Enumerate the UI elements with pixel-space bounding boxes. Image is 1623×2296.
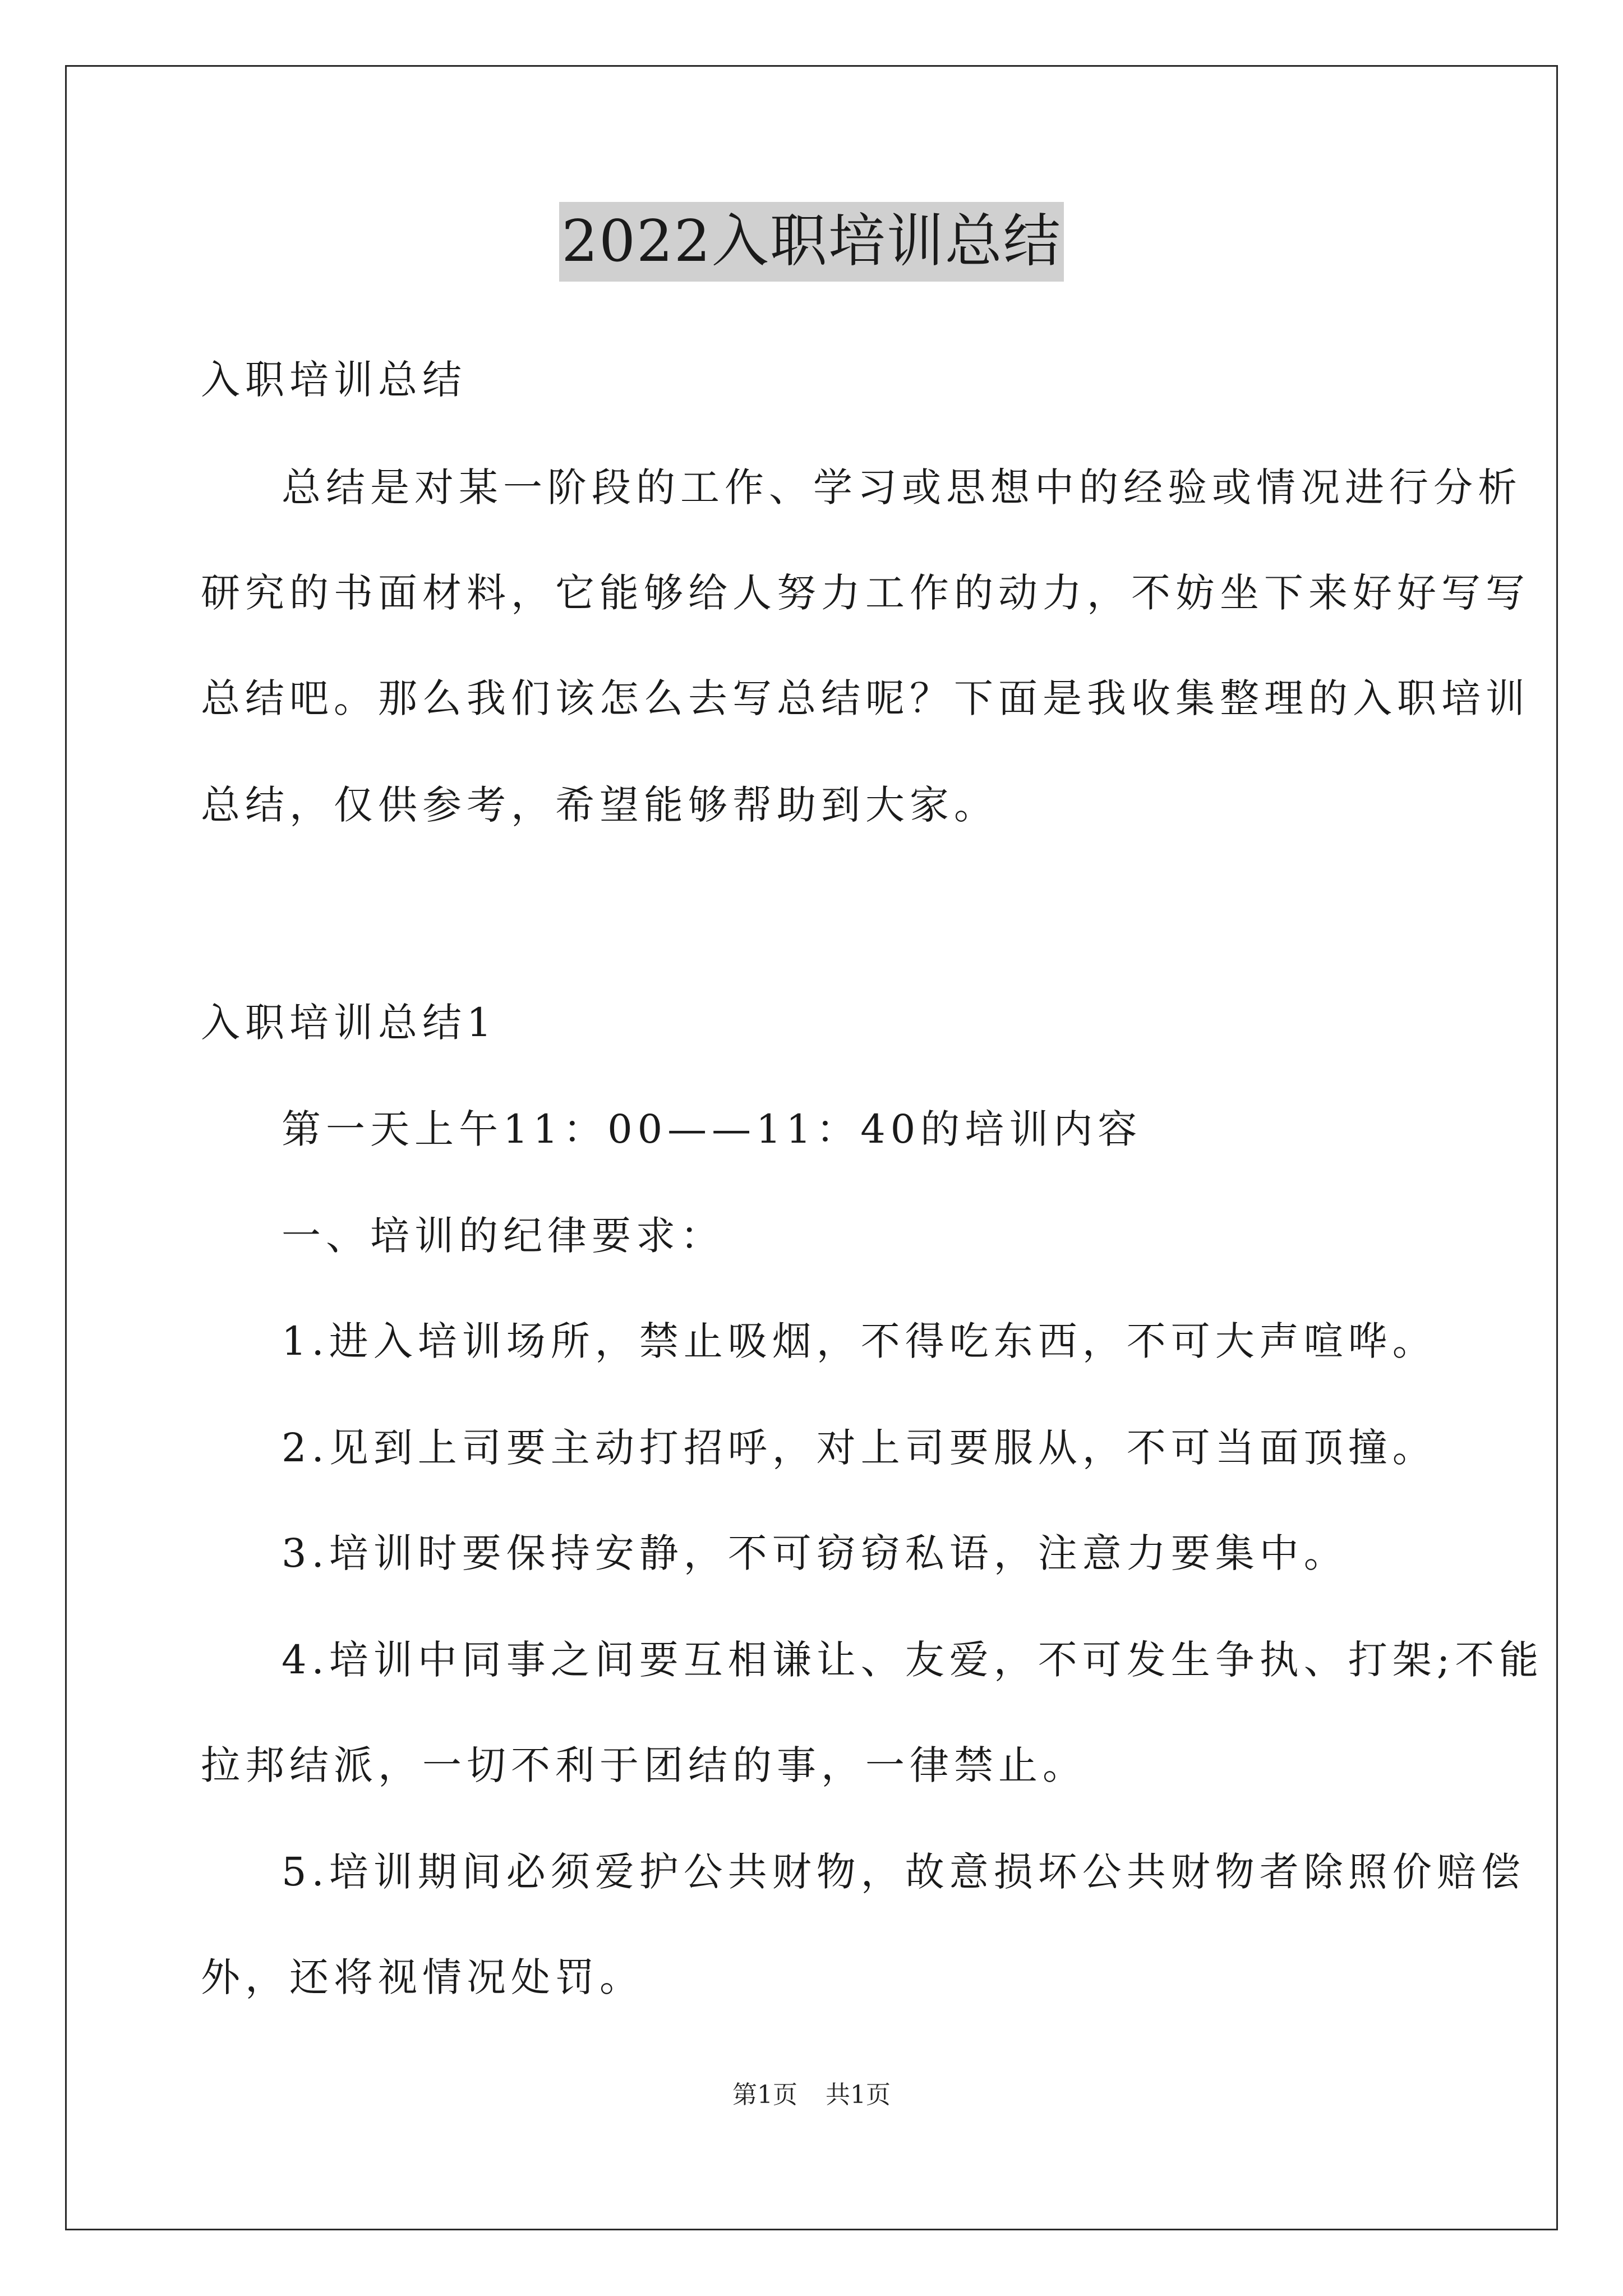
intro-line-1: 总结是对某一阶段的工作、学习或思想中的经验或情况进行分析 — [282, 464, 1522, 510]
intro-line-4: 总结，仅供参考，希望能够帮助到大家。 — [201, 782, 998, 828]
rule-item-1: 1.进入培训场所，禁止吸烟，不得吃东西，不可大声喧哗。 — [282, 1318, 1437, 1364]
rule-item-3: 3.培训时要保持安静，不可窃窃私语，注意力要集中。 — [282, 1530, 1348, 1576]
rules-heading: 一、培训的纪律要求： — [282, 1213, 725, 1259]
rule-item-4-line-2: 拉邦结派，一切不利于团结的事，一律禁止。 — [201, 1742, 1087, 1788]
document-subtitle: 入职培训总结 — [201, 357, 467, 403]
page-number-total: 共1页 — [826, 2081, 891, 2109]
rule-item-4-line-1: 4.培训中同事之间要互相谦让、友爱，不可发生争执、打架;不能 — [282, 1637, 1544, 1683]
intro-line-3: 总结吧。那么我们该怎么去写总结呢？下面是我收集整理的入职培训 — [201, 675, 1530, 721]
page-footer — [0, 2078, 1623, 2112]
section-heading: 入职培训总结1 — [201, 1000, 497, 1046]
page-number-current: 第1页 — [732, 2081, 797, 2109]
rule-item-2: 2.见到上司要主动打招呼，对上司要服从，不可当面顶撞。 — [282, 1425, 1437, 1471]
document-title: 2022入职培训总结 — [559, 202, 1064, 282]
rule-item-5-line-1: 5.培训期间必须爱护公共财物，故意损坏公共财物者除照价赔偿 — [282, 1849, 1525, 1895]
intro-line-2: 研究的书面材料，它能够给人努力工作的动力，不妨坐下来好好写写 — [201, 570, 1530, 616]
title-container — [0, 202, 1623, 282]
schedule-line: 第一天上午11：00——11：40的培训内容 — [282, 1106, 1142, 1152]
rule-item-5-line-2: 外，还将视情况处罚。 — [201, 1954, 644, 2000]
